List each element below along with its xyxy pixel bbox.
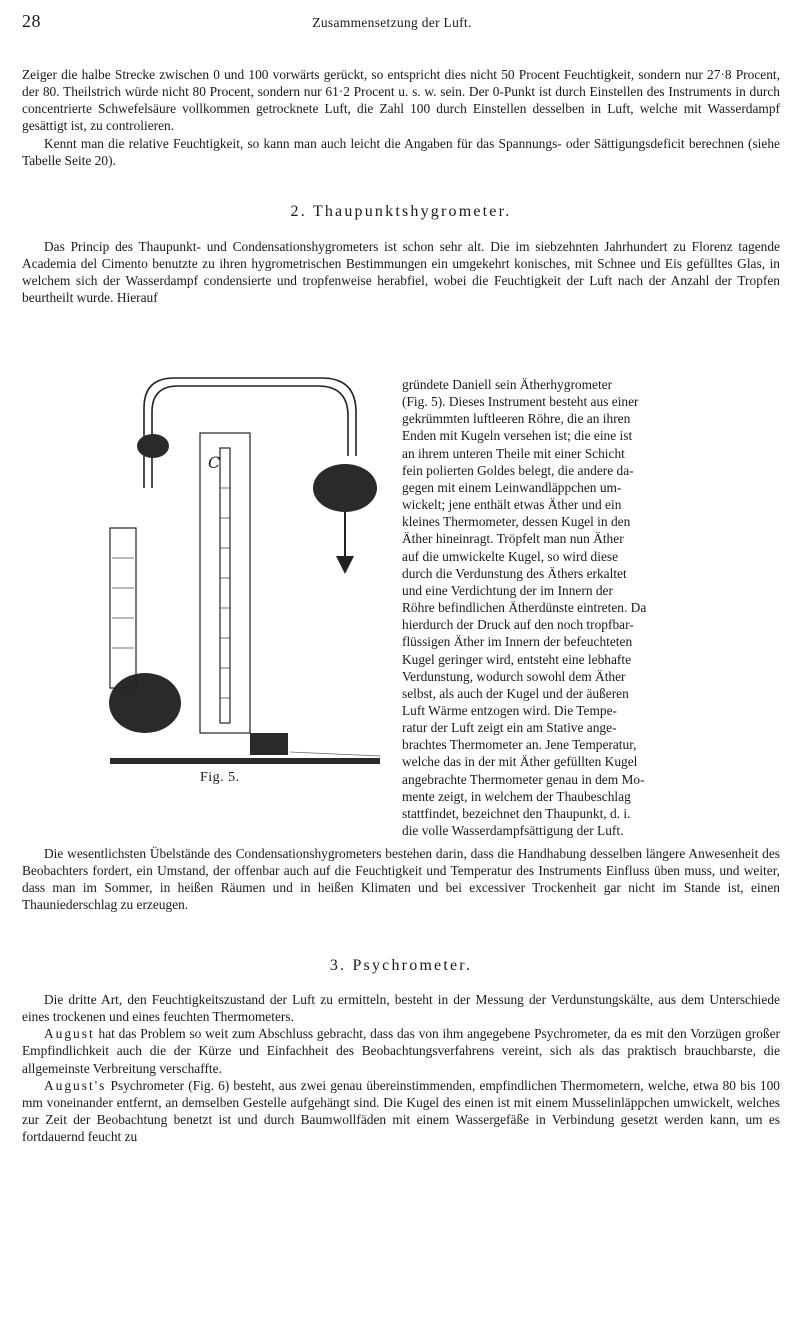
wrap-line: Kugel geringer wird, entsteht eine lebhafte <box>402 651 632 667</box>
wrap-line: Röhre befindlichen Ätherdünste eintreten. Da <box>402 600 647 616</box>
wrap-line: selbst, als auch der Kugel und der äußeren <box>402 685 629 701</box>
author-name-possessive: August's <box>44 1077 107 1093</box>
wrap-line: (Fig. 5). Dieses Instrument besteht aus einer <box>402 394 639 410</box>
wrap-line: an ihrem unteren Theile mit einer Schicht <box>402 445 625 461</box>
wrap-line: hierdurch der Druck auf den noch tropfbar- <box>402 617 634 633</box>
author-name: August <box>44 1026 95 1042</box>
wrap-line: gekrümmten luftleeren Röhre, die an ihren <box>402 411 631 427</box>
wrap-line: ratur der Luft zeigt ein am Stative ange- <box>402 720 617 736</box>
section-3-paragraph-2 <box>22 1025 780 1076</box>
wrap-line: durch die Verdunstung des Äthers erkaltet <box>402 565 627 581</box>
section-2-closing-text <box>22 845 780 914</box>
section-2-title: Thaupunktshygrometer. <box>312 203 512 220</box>
wrap-line: Äther hineinragt. Tröpfelt man nun Äther <box>402 531 624 547</box>
wrap-line: Verdunstung, wodurch sowohl dem Äther <box>402 668 626 684</box>
figure-label-c: C <box>208 453 221 472</box>
wrap-line: die volle Wasserdampfsättigung der Luft. <box>402 823 624 839</box>
daniell-hygrometer-illustration <box>100 338 394 770</box>
wrap-line: brachtes Thermometer an. Jene Temperatur, <box>402 737 637 753</box>
wrap-line: mente zeigt, in welchem der Thaubeschlag <box>402 788 631 804</box>
section-3-paragraph-1: Die dritte Art, den Feuchtigkeitszustand der Luft zu ermitteln, besteht in der Messung der Verdunstungskälte, aus dem Unterschiede eines trockenen und eines feuchten Thermometers. <box>22 992 780 1025</box>
intro-paragraph-2: Kennt man die relative Feuchtigkeit, so kann man auch leicht die Angaben für das Spannungs- oder Sättigungsdeficit berechnen (siehe Tabelle Seite 20). <box>22 135 780 168</box>
wrap-line: auf die umwickelte Kugel, so wird diese <box>402 548 619 564</box>
page-header <box>22 11 702 35</box>
intro-paragraph-1: Zeiger die halbe Strecke zwischen 0 und 100 vorwärts gerückt, so entspricht dies nicht 50 Procent Feuchtigkeit, sondern nur 27·8 Procent, der 80. Theilstrich würde nicht 80 Procent, sondern nur 61·2 Procent u. s. w. sein. Der 0-Punkt ist durch Einstellen des Instruments in durch concentrierte Schwefelsäure vollkommen getrocknete Luft, die Zahl 100 durch Einstellen desselben in Luft, welche mit Wasserdampf gesättigt ist, zu controlieren. <box>22 67 780 134</box>
figure-5-daniell-hygrometer <box>100 338 394 770</box>
wrap-line: fein polierten Goldes belegt, die andere da- <box>402 462 634 478</box>
section-2-heading <box>22 203 780 221</box>
wrap-line: und eine Verdichtung der im Innern der <box>402 582 613 598</box>
section-2-number: 2. <box>290 203 307 220</box>
section-3-text <box>22 991 780 1145</box>
wrap-line: Luft Wärme entzogen wird. Die Tempe- <box>402 702 617 718</box>
wrap-line: Enden mit Kugeln versehen ist; die eine ist <box>402 428 633 444</box>
wrap-line: gründete Daniell sein Ätherhygrometer <box>402 377 613 392</box>
section-3-heading <box>22 957 780 975</box>
figure-5-caption: Fig. 5. <box>200 770 240 785</box>
wrap-line: kleines Thermometer, dessen Kugel in den <box>402 514 631 530</box>
section-2-lead <box>22 238 780 307</box>
section-3-paragraph-3 <box>22 1077 780 1146</box>
section-2-lead-paragraph: Das Princip des Thaupunkt- und Condensationshygrometers ist schon sehr alt. Die im siebzehnten Jahrhundert zu Florenz tagende Academia del Cimento benutzte zu ihren hygrometrischen Bestimmungen ein umgekehrt konisches, mit Schnee und Eis gefülltes Glas, in welchem sich der Wasserdampf condensierte und tropfenweise herabfiel, wobei die Feuchtigkeit der Luft nach der Anzahl der Tropfen beurtheilt wurde. Hierauf <box>22 239 780 306</box>
section-2-paragraph-2: Die wesentlichsten Übelstände des Condensationshygrometers bestehen darin, dass die Handhabung desselben längere Anwesenheit des Beobachters fordert, ein Umstand, der offenbar auch auf die Feuchtigkeit und Temperatur des Instruments Einfluss üben muss, und weiter, dass man im Sommer, in heißen Räumen und in heißen Klimaten und bei excessiver Trockenheit gar nicht im Stande ist, einen Thauniederschlag zu erzeugen. <box>22 846 780 913</box>
wrap-line: welche das in der mit Äther gefüllten Kugel <box>402 754 638 770</box>
wrap-line: wickelt; jene enthält etwas Äther und ein <box>402 497 622 513</box>
running-head: Zusammensetzung der Luft. <box>312 15 472 30</box>
wrap-line: gegen mit einem Leinwandläppchen um- <box>402 479 622 495</box>
section-2-wrapped-text <box>402 376 780 839</box>
wrap-line: flüssigen Äther im Innern der befeuchteten <box>402 634 633 650</box>
page-number: 28 <box>22 11 41 31</box>
section-3-paragraph-3-text: Psychrometer (Fig. 6) besteht, aus zwei genau übereinstimmenden, empfindlichen Thermometern, welche, etwa 80 bis 100 mm voneinander entfernt, an demselben Gestelle aufgehängt sind. Die Kugel des einen ist mit einem Musselinläppchen umwickelt, welches zur Zeit der Beobachtung benetzt ist und durch Baumwollfäden mit einem Wassergefäße in Verbindung gesetzt werden kann, um es fortdauernd feucht zu <box>22 1077 780 1145</box>
section-3-title: Psychrometer. <box>352 957 473 974</box>
wrap-line: angebrachte Thermometer genau in dem Mo- <box>402 771 645 787</box>
intro-text <box>22 66 780 169</box>
section-3-number: 3. <box>329 957 347 974</box>
wrap-line: stattfindet, bezeichnet den Thaupunkt, d. i. <box>402 805 631 821</box>
section-3-paragraph-2-text: hat das Problem so weit zum Abschluss gebracht, dass das von ihm angegebene Psychrometer, da es mit den Vorzügen großer Empfindlichkeit auch die der Kürze und Einfachheit des Beobachtungsverfahrens vereint, sich als das praktisch brauchbarste, die allgemeinste Verbreitung verschaffte. <box>22 1026 780 1076</box>
